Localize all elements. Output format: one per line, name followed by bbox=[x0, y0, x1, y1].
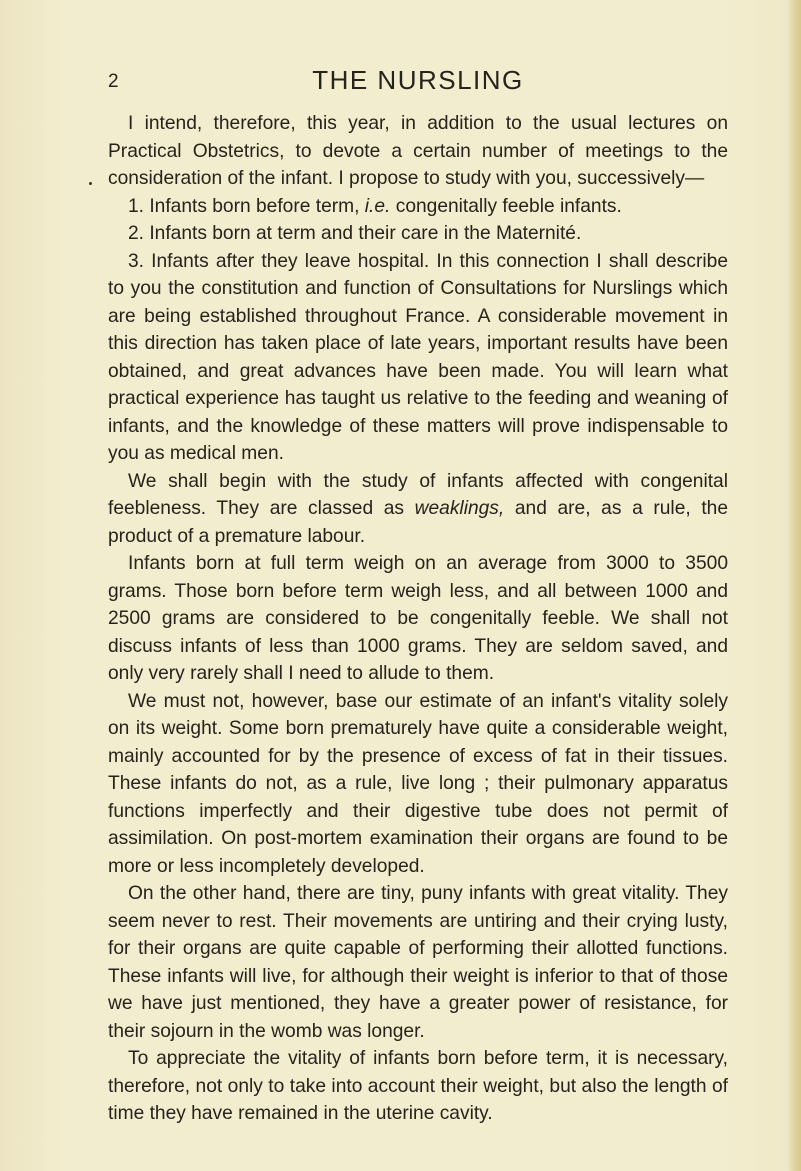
paragraph-appreciate: To appreciate the vitality of infants born before term, it is necessary, therefore, not only to take into account their weight, but also the length of time they have remained in the uterine cavity. bbox=[108, 1048, 728, 1124]
body-text bbox=[108, 110, 728, 1128]
paragraph-weaklings-italic: weaklings, bbox=[414, 498, 505, 519]
paragraph-weaklings bbox=[108, 468, 728, 551]
list-item-3: 3. Infants after they leave hospital. In this connection I shall describe to you the constitution and function of Consultations for Nurslings which are being established throughout France. A considerable movement in this direction has taken place of late years, important results have been obtained, and great advances have been made. You will learn what practical experience has taught us relative to the feeding and weaning of infants, and the knowledge of these matters will prove indispensable to you as medical men. bbox=[108, 250, 728, 464]
list-item-1 bbox=[108, 193, 728, 221]
page-header bbox=[108, 63, 728, 99]
list-item-1-text: 1. Infants born before term, bbox=[128, 195, 365, 217]
ink-speck bbox=[89, 182, 92, 185]
paragraph-weights: Infants born at full term weigh on an average from 3000 to 3500 grams. Those born before term weigh less, and all between 1000 and 2500 grams are considered to be congenitally feeble. We shall not discuss infants of less than 1000 grams. They are seldom saved, and only very rarely shall I need to allude to them. bbox=[108, 553, 728, 684]
running-title: THE NURSLING bbox=[312, 65, 524, 95]
list-item-2: 2. Infants born at term and their care in the Maternité. bbox=[128, 223, 582, 244]
page-edge-shadow bbox=[787, 0, 801, 1171]
paragraph-other-hand: On the other hand, there are tiny, puny infants with great vitality. They seem never to rest. Their movements are untiring and their crying lusty, for their organs are quite capable of performing their allotted functions. These infants will live, for although their weight is inferior to that of those we have just mentioned, they have a greater power of resistance, for their sojourn in the womb was longer. bbox=[108, 883, 728, 1042]
page-number: 2 bbox=[108, 71, 120, 92]
paragraph-intro: I intend, therefore, this year, in addition to the usual lectures on Practical Obstetrics, to devote a certain number of meetings to the consideration of the infant. I propose to study with you, successively— bbox=[108, 113, 728, 189]
paragraph-vitality: We must not, however, base our estimate of an infant's vitality solely on its weight. Some born prematurely have quite a considerable weight, mainly accounted for by the presence of excess of fat in their tissues. These infants do not, as a rule, live long ; their pulmonary apparatus functions imperfectly and their digestive tube does not permit of assimilation. On post-mortem examination their organs are found to be more or less incompletely developed. bbox=[108, 690, 728, 877]
list-item-1-text-end: congenitally feeble infants. bbox=[390, 195, 622, 217]
paragraph-weaklings-text-end: and are, as a rule, the product of a premature labour. bbox=[108, 498, 728, 547]
list-item-1-italic: i.e. bbox=[364, 195, 391, 217]
paragraph-weaklings-text: We shall begin with the study of infants affected with congenital feebleness. They are classed as bbox=[108, 470, 728, 519]
